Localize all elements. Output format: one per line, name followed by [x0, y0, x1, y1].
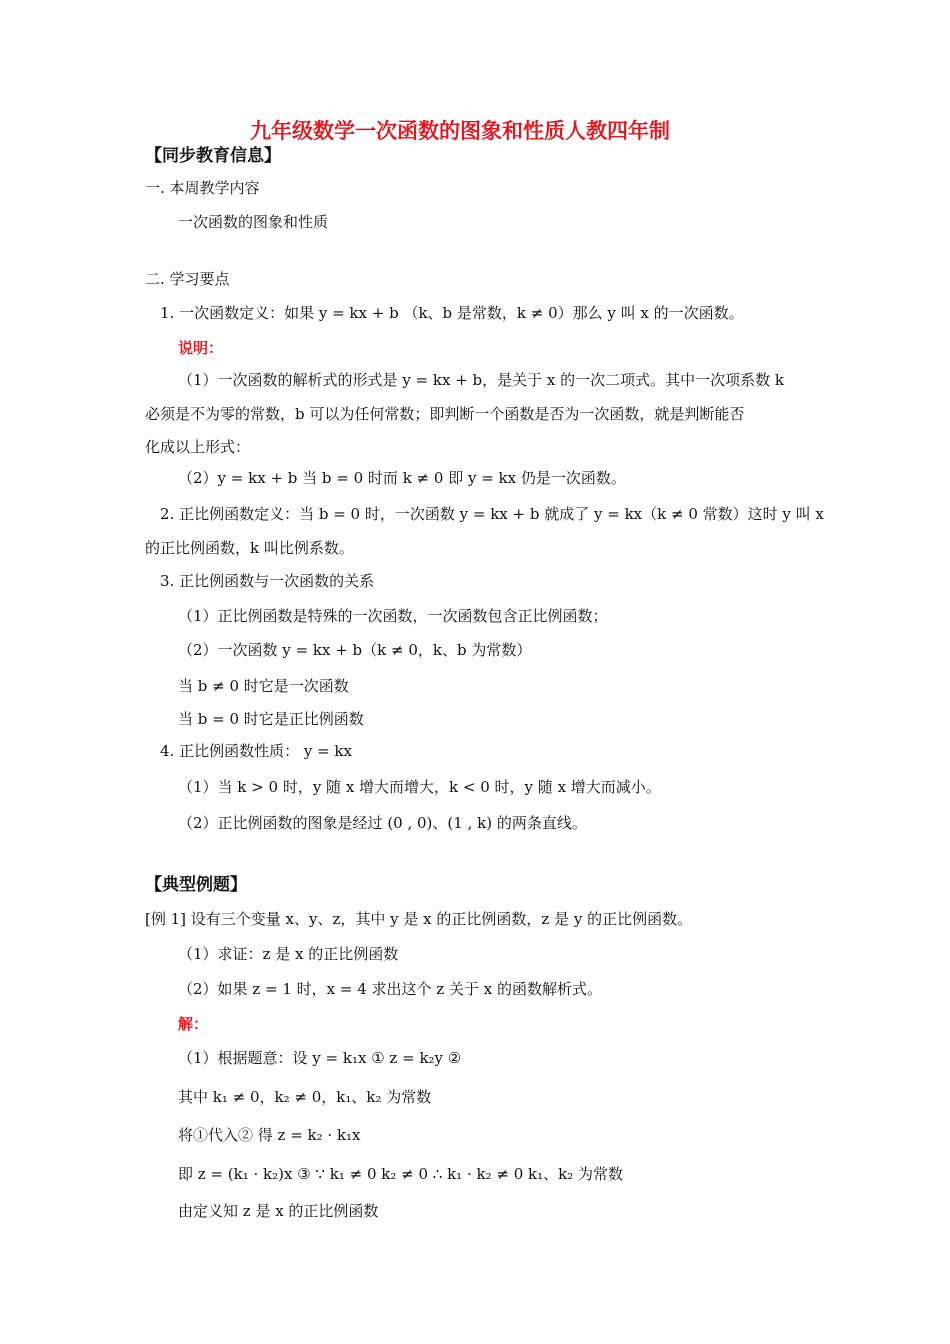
part1-heading: 一. 本周教学内容 [145, 179, 260, 197]
note-label: 说明： [178, 339, 224, 357]
point-3-item-3: 当 b ≠ 0 时它是一次函数 [178, 677, 349, 695]
solution-line-5: 由定义知 z 是 x 的正比例函数 [178, 1202, 379, 1220]
point-2-line-1: 2. 正比例函数定义：当 b = 0 时，一次函数 y = kx + b 就成了 y = kx（k ≠ 0 常数）这时 y 叫 x [160, 505, 824, 523]
note-1-line-3: 化成以上形式： [145, 438, 251, 456]
section-sync-info: 【同步教育信息】 [145, 146, 281, 166]
note-1-line-2: 必须是不为零的常数，b 可以为任何常数；即判断一个函数是否为一次函数，就是判断能否 [145, 405, 745, 423]
example-1-question-1: （1）求证：z 是 x 的正比例函数 [178, 945, 399, 963]
section-examples: 【典型例题】 [145, 875, 247, 895]
example-1-question-2: （2）如果 z = 1 时，x = 4 求出这个 z 关于 x 的函数解析式。 [178, 980, 602, 998]
point-4: 4. 正比例函数性质： y = kx [160, 742, 352, 760]
point-3: 3. 正比例函数与一次函数的关系 [160, 572, 375, 590]
solution-line-1: （1）根据题意：设 y = k₁x ① z = k₂y ② [178, 1049, 462, 1067]
point-3-item-1: （1）正比例函数是特殊的一次函数，一次函数包含正比例函数； [178, 607, 608, 625]
solution-line-3: 将①代入② 得 z = k₂ · k₁x [178, 1126, 361, 1144]
point-3-item-2: （2）一次函数 y = kx + b（k ≠ 0，k、b 为常数） [178, 641, 532, 659]
example-1: [例 1] 设有三个变量 x、y、z，其中 y 是 x 的正比例函数，z 是 y 的正比例函数。 [145, 910, 693, 928]
solution-line-4: 即 z = (k₁ · k₂)x ③ ∵ k₁ ≠ 0 k₂ ≠ 0 ∴ k₁ · k₂ ≠ 0 k₁、k₂ 为常数 [178, 1165, 623, 1183]
point-1: 1. 一次函数定义：如果 y = kx + b （k、b 是常数，k ≠ 0）那么 y 叫 x 的一次函数。 [160, 304, 744, 322]
point-4-item-1: （1）当 k > 0 时，y 随 x 增大而增大，k < 0 时，y 随 x 增大而减小。 [178, 778, 661, 796]
solution-line-2: 其中 k₁ ≠ 0，k₂ ≠ 0，k₁、k₂ 为常数 [178, 1088, 432, 1106]
point-4-item-2: （2）正比例函数的图象是经过 (0 , 0)、(1 , k) 的两条直线。 [178, 814, 587, 832]
note-1-line-1: （1）一次函数的解析式的形式是 y = kx + b，是关于 x 的一次二项式。其中一次项系数 k [178, 371, 785, 389]
part1-content: 一次函数的图象和性质 [178, 213, 329, 231]
note-2: （2）y = kx + b 当 b = 0 时而 k ≠ 0 即 y = kx 仍是一次函数。 [178, 469, 626, 487]
doc-title: 九年级数学一次函数的图象和性质人教四年制 [250, 118, 670, 143]
part2-heading: 二. 学习要点 [145, 270, 230, 288]
point-2-line-2: 的正比例函数，k 叫比例系数。 [145, 539, 354, 557]
solution-label: 解： [178, 1015, 209, 1033]
point-3-item-4: 当 b = 0 时它是正比例函数 [178, 710, 364, 728]
